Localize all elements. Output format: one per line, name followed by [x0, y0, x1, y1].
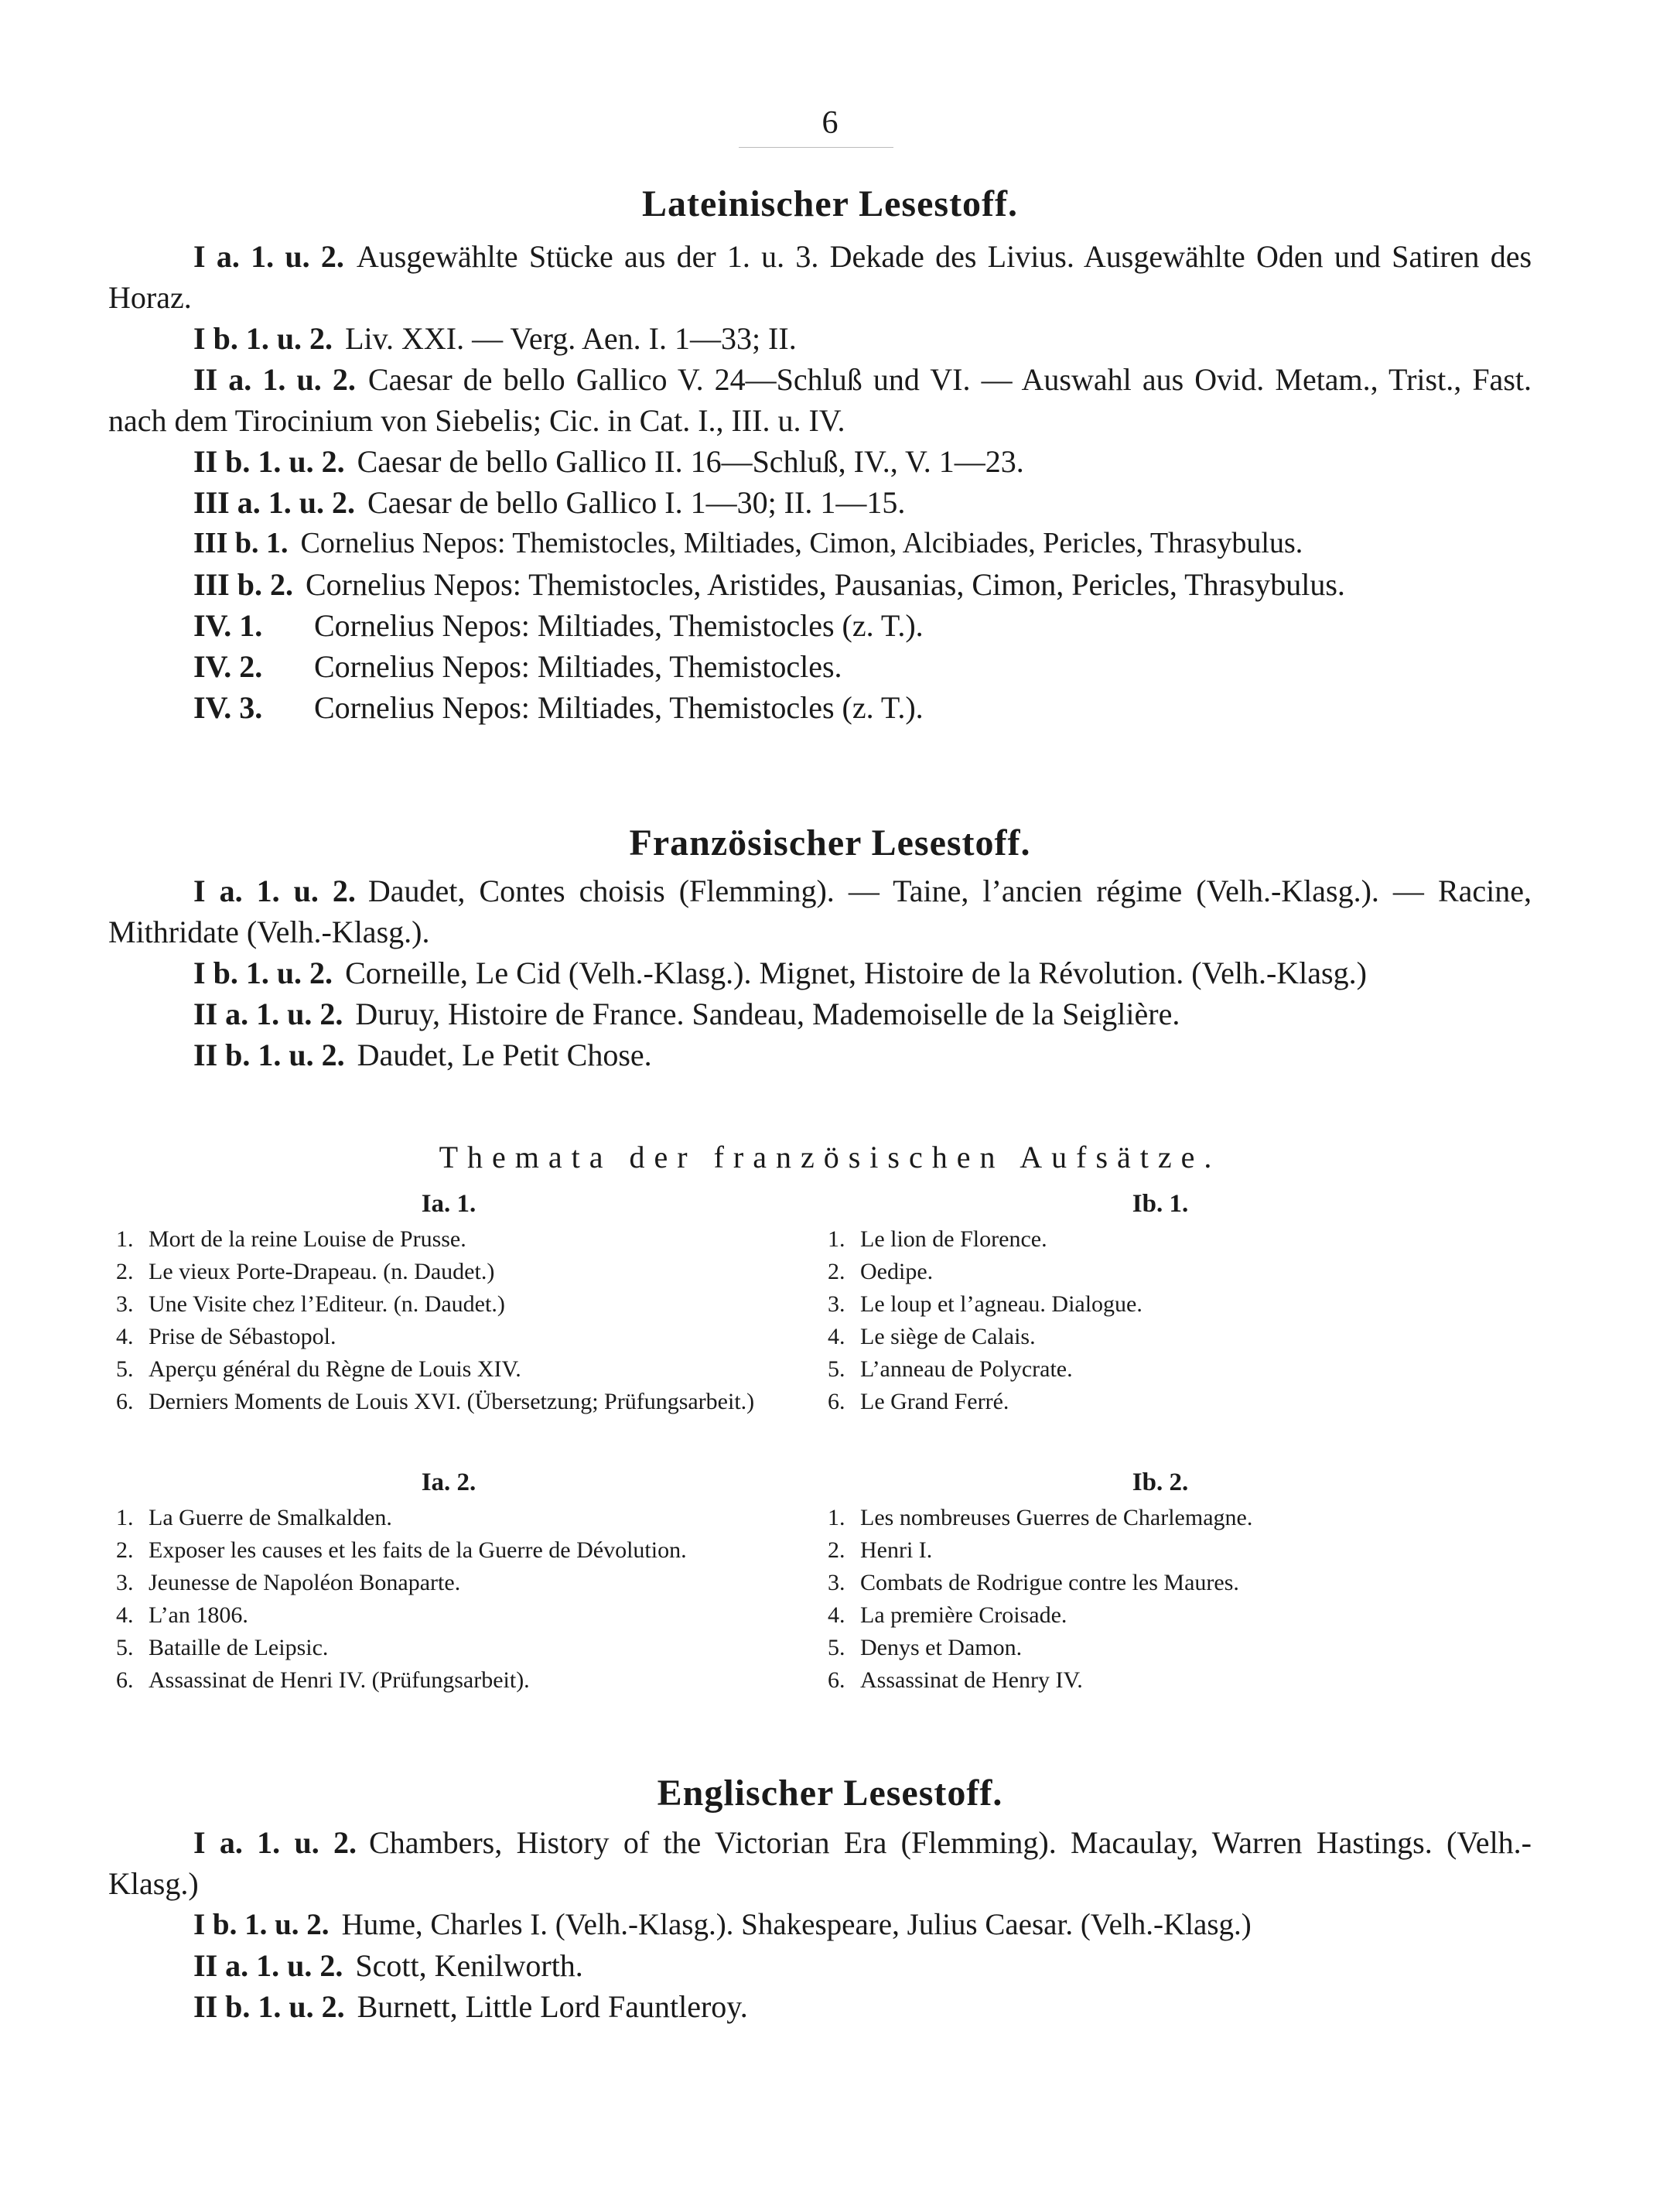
list-item: 4. Le siège de Calais. — [828, 1324, 1036, 1349]
french-entry — [108, 870, 1532, 952]
french-entry — [108, 993, 1532, 1034]
entry-label: I b. 1. u. 2. — [193, 956, 333, 990]
entry-label: II a. 1. u. 2. — [193, 997, 343, 1031]
entry-label: III b. 2. — [193, 567, 293, 602]
entry-text: Liv. XXI. — Verg. Aen. I. 1—33; II. — [345, 321, 797, 356]
entry-text: Caesar de bello Gallico I. 1—30; II. 1—15. — [367, 485, 906, 520]
english-heading: Englischer Lesestoff. — [657, 1773, 1003, 1814]
latin-section — [108, 236, 1532, 728]
entry-text: Corneille, Le Cid (Velh.-Klasg.). Mignet, Histoire de la Révolution. (Velh.-Klasg.) — [345, 956, 1367, 990]
latin-entry — [108, 605, 1532, 646]
list-item: 3. Le loup et l’agneau. Dialogue. — [828, 1291, 1143, 1317]
entry-text: Ausgewählte Stücke aus der 1. u. 3. Dekade des Livius. Ausgewählte Oden und Satiren des Horaz. — [108, 239, 1532, 315]
entry-text: Duruy, Histoire de France. Sandeau, Mademoiselle de la Seiglière. — [355, 997, 1180, 1031]
entry-label: I a. 1. u. 2. — [193, 874, 356, 908]
column-title: Ib. 1. — [1132, 1190, 1189, 1218]
english-entry — [108, 1945, 1532, 1986]
entry-text: Caesar de bello Gallico II. 16—Schluß, IV., V. 1—23. — [357, 444, 1024, 479]
french-heading: Französischer Lesestoff. — [629, 822, 1031, 863]
list-item: 2. Oedipe. — [828, 1259, 934, 1284]
entry-text: Cornelius Nepos: Miltiades, Themistocles. — [314, 649, 842, 684]
header-rule — [739, 147, 893, 148]
list-item: 1. Les nombreuses Guerres de Charlemagne. — [828, 1505, 1253, 1530]
list-item: 1. La Guerre de Smalkalden. — [116, 1505, 392, 1530]
english-entry — [108, 1986, 1532, 2027]
entry-label: II b. 1. u. 2. — [193, 1038, 345, 1072]
entry-label: II a. 1. u. 2. — [193, 1948, 343, 1983]
list-item: 2. Le vieux Porte-Drapeau. (n. Daudet.) — [116, 1259, 495, 1284]
entry-text: Cornelius Nepos: Themistocles, Miltiades, Cimon, Alcibiades, Pericles, Thrasybulus. — [300, 527, 1303, 559]
list-item: 6. Assassinat de Henri IV. (Prüfungsarbeit). — [116, 1667, 530, 1693]
entry-label: IV. 3. — [193, 690, 263, 725]
entry-text: Daudet, Le Petit Chose. — [357, 1038, 652, 1072]
themes-ia2 — [116, 1466, 781, 1697]
themes-ib2 — [828, 1466, 1493, 1697]
themes-heading: Themata der französischen Aufsätze. — [439, 1140, 1221, 1174]
entry-label: II b. 1. u. 2. — [193, 444, 345, 479]
entry-label: IV. 2. — [193, 649, 263, 684]
entry-text: Cornelius Nepos: Miltiades, Themistocles (z. T.). — [314, 608, 924, 643]
latin-entry — [108, 646, 1532, 687]
latin-entry — [108, 441, 1532, 482]
entry-label: II b. 1. u. 2. — [193, 1989, 345, 2024]
list-item: 6. Assassinat de Henry IV. — [828, 1667, 1083, 1693]
list-item: 2. Henri I. — [828, 1537, 933, 1563]
column-title: Ia. 2. — [421, 1468, 476, 1496]
list-item: 5. Denys et Damon. — [828, 1635, 1023, 1660]
entry-label: I b. 1. u. 2. — [193, 1908, 330, 1941]
entry-text: Burnett, Little Lord Fauntleroy. — [357, 1989, 748, 2024]
english-section — [108, 1822, 1532, 2027]
page-number: 6 — [821, 105, 839, 141]
entry-label: III a. 1. u. 2. — [193, 485, 355, 520]
entry-label: I b. 1. u. 2. — [193, 321, 333, 356]
entry-label: I a. 1. u. 2. — [193, 239, 344, 274]
latin-entry — [108, 318, 1532, 359]
entry-label: III b. 1. — [193, 527, 289, 559]
list-item: 1. Le lion de Florence. — [828, 1226, 1047, 1252]
list-item: 4. Prise de Sébastopol. — [116, 1324, 336, 1349]
entry-text: Cornelius Nepos: Miltiades, Themistocles (z. T.). — [314, 690, 924, 725]
list-item: 5. Aperçu général du Règne de Louis XIV. — [116, 1356, 521, 1382]
latin-entry — [108, 564, 1532, 605]
entry-label: IV. 1. — [193, 608, 263, 643]
list-item: 3. Une Visite chez l’Editeur. (n. Daudet.) — [116, 1291, 505, 1317]
latin-entry — [108, 482, 1532, 523]
list-item: 4. L’an 1806. — [116, 1602, 248, 1628]
column-title: Ia. 1. — [421, 1190, 476, 1218]
french-section — [108, 870, 1532, 1075]
list-item: 2. Exposer les causes et les faits de la Guerre de Dévolution. — [116, 1537, 687, 1563]
entry-text: Daudet, Contes choisis (Flemming). — Taine, l’ancien régime (Velh.-Klasg.). — Racine, Mithridate (Velh.-Klasg.). — [108, 874, 1532, 949]
entry-label: II a. 1. u. 2. — [193, 362, 356, 397]
list-item: 5. Bataille de Leipsic. — [116, 1635, 329, 1660]
column-title: Ib. 2. — [1132, 1468, 1189, 1496]
entry-text: Caesar de bello Gallico V. 24—Schluß und VI. — Auswahl aus Ovid. Metam., Trist., Fast. nach dem Tirocinium von Siebelis; Cic. in Cat. I., III. u. IV. — [108, 362, 1532, 438]
list-item: 5. L’anneau de Polycrate. — [828, 1356, 1073, 1382]
entry-label: I a. 1. u. 2. — [193, 1825, 357, 1860]
list-item: 4. La première Croisade. — [828, 1602, 1067, 1628]
list-item: 3. Jeunesse de Napoléon Bonaparte. — [116, 1570, 461, 1595]
entry-text: Cornelius Nepos: Themistocles, Aristides, Pausanias, Cimon, Pericles, Thrasybulus. — [305, 567, 1345, 602]
themes-ib1 — [828, 1188, 1493, 1418]
english-entry — [108, 1904, 1532, 1945]
themes-ia1 — [116, 1188, 781, 1418]
latin-heading: Lateinischer Lesestoff. — [641, 183, 1019, 224]
french-entry — [108, 1034, 1532, 1075]
latin-entry — [108, 359, 1532, 441]
list-item: 1. Mort de la reine Louise de Prusse. — [116, 1226, 466, 1252]
list-item: 6. Le Grand Ferré. — [828, 1389, 1009, 1414]
list-item: 3. Combats de Rodrigue contre les Maures. — [828, 1570, 1239, 1595]
list-item: 6. Derniers Moments de Louis XVI. (Übersetzung; Prüfungsarbeit.) — [116, 1389, 755, 1414]
entry-text: Scott, Kenilworth. — [355, 1948, 583, 1983]
english-entry — [108, 1822, 1532, 1904]
latin-entry — [108, 236, 1532, 318]
french-entry — [108, 952, 1532, 993]
latin-entry — [108, 687, 1532, 728]
latin-entry — [108, 523, 1532, 564]
entry-text: Chambers, History of the Victorian Era (Flemming). Macaulay, Warren Hastings. (Velh.-Klasg.) — [108, 1825, 1532, 1901]
entry-text: Hume, Charles I. (Velh.-Klasg.). Shakespeare, Julius Caesar. (Velh.-Klasg.) — [341, 1908, 1252, 1941]
